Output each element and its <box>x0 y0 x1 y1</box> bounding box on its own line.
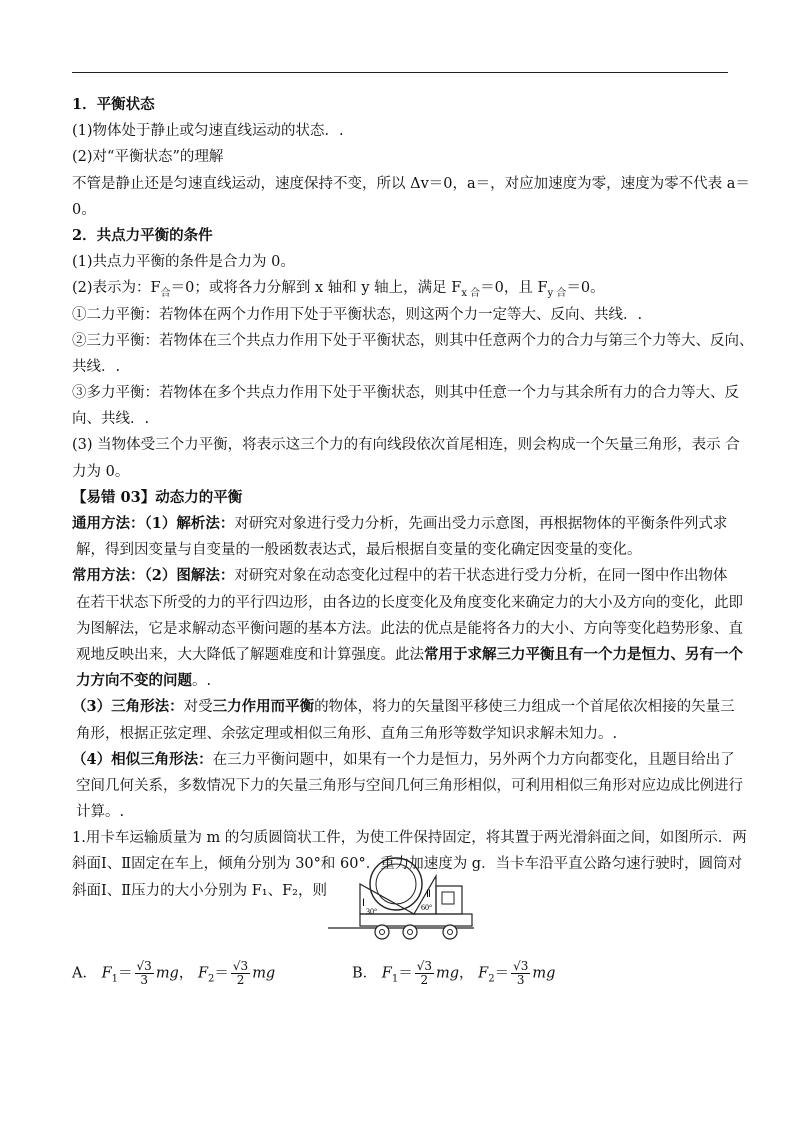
option-a-f1-fraction <box>135 960 154 987</box>
option-a-f1-den: 3 <box>140 973 148 987</box>
method1-line2: 解，得到因变量与自变量的一般函数表达式，最后根据自变量的变化确定因变量的变化。 <box>76 542 642 559</box>
method4-line1 <box>72 747 735 773</box>
document-body <box>72 92 754 904</box>
method3-line1 <box>72 694 735 720</box>
wheel-left <box>375 925 389 939</box>
method2-d-plain: 观地反映出来，大大降低了解题难度和计算强度。此法 <box>76 646 424 663</box>
incline-one-label: Ⅰ <box>362 898 365 909</box>
option-a-f2-den: 2 <box>236 973 245 987</box>
method1-text-a: 对研究对象进行受力分析，先画出受力示意图，再根据物体的平衡条件列式求 <box>234 516 728 532</box>
method3-a-plain2: 的物体，将力的矢量图平移使三力组成一个首尾依次相接的矢量三 <box>314 699 735 716</box>
option-b[interactable]: B． $F_1=$ $\frac{√3}{2}$ mg， $F_2=$ $\frac{√3}{3}$ mg <box>352 959 556 987</box>
section2-p4a: ②三力平衡：若物体在三个共点力作用下处于平衡状态，则其中任意两个力的合力与第三个力等大、反向、 <box>72 332 754 349</box>
section1-title: 1．平衡状态 <box>72 96 155 113</box>
option-a-f1-num: √3 <box>136 959 152 973</box>
section3-title: 【易错 03】动态力的平衡 <box>72 488 243 506</box>
option-b-label: B． <box>352 965 378 982</box>
method2-line3: 为图解法，它是求解动态平衡问题的基本方法。此法的优点是能将各力的大小、方向等变化趋势形象、直 <box>76 620 743 637</box>
option-b-mg2: mg <box>532 965 556 982</box>
option-b-f2-fraction <box>511 960 530 987</box>
method1-line1 <box>72 511 732 537</box>
option-b-f2-symbol: F <box>478 965 489 982</box>
p2-end: ＝0。 <box>566 280 605 297</box>
option-b-f2-num: √3 <box>513 959 529 973</box>
method3-label: （3）三角形法： <box>72 698 184 716</box>
method2-e-end: 。. <box>192 673 212 690</box>
question-line3: 斜面Ⅰ、Ⅱ压力的大小分别为 F₁、F₂，则 <box>72 882 327 899</box>
incline-two-label: Ⅱ <box>426 889 431 900</box>
method4-label: （4）相似三角形法： <box>72 750 213 768</box>
option-b-eq1: ＝ <box>398 965 413 982</box>
method2-line1 <box>72 563 732 589</box>
option-a-f2-symbol: F <box>197 965 209 982</box>
p2-sub2: x 合 <box>461 288 481 300</box>
option-a-f1-symbol: F <box>101 965 112 982</box>
section2-p6a: (3) 当物体受三个力平衡，将表示这三个力的有向线段依次首尾相连，则会构成一个矢量三角形，表示 合 <box>72 437 740 454</box>
question-line2: 斜面Ⅰ、Ⅱ固定在车上，倾角分别为 30°和 60°．重力加速度为 g．当卡车沿平直公路匀速行驶时，圆筒对 <box>72 856 743 873</box>
option-a-f2-num: √3 <box>232 959 249 973</box>
angle-60-label: 60° <box>421 903 433 912</box>
method2-line2: 在若干状态下所受的力的平行四边形，由各边的长度变化及角度变化来确定力的大小及方向的变化，此即 <box>76 594 743 611</box>
option-b-f1-den: 2 <box>420 973 429 987</box>
section2-p6b: 力为 0。 <box>72 463 130 480</box>
header-rule <box>72 72 728 73</box>
section2-p3: ①二力平衡：若物体在两个力作用下处于平衡状态，则这两个力一定等大、反向、共线．. <box>72 306 643 323</box>
method2-e-bold: 力方向不变的问题 <box>76 672 192 690</box>
section1-p2: (2)对“平衡状态”的理解 <box>72 149 224 166</box>
option-a-comma: ， <box>178 965 194 982</box>
method4-text-a: 在三力平衡问题中，如果有一个力是恒力，另外两个力方向都变化，且题目给出了 <box>212 751 735 768</box>
section2-p5b: 向、共线．. <box>72 411 150 428</box>
cylinder-inner <box>376 864 416 904</box>
method1-label: 通用方法：（1）解析法： <box>72 515 235 532</box>
method2-label: 常用方法：（2）图解法： <box>72 567 235 585</box>
option-b-f1-num: √3 <box>416 959 432 973</box>
option-a-f2-fraction <box>231 960 250 987</box>
option-a[interactable]: A． $F_1=$ $\frac{√3}{3}$ mg， $F_2=$ $\frac{√3}{2}$ mg <box>72 959 276 987</box>
p2-pre: (2)表示为：F <box>72 280 161 297</box>
section2-p5a: ③多力平衡：若物体在多个共点力作用下处于平衡状态，则其中任意一个力与其余所有力的合力等大、反 <box>72 385 739 402</box>
method2-line4 <box>72 642 743 668</box>
method3-line2: 角形，根据正弦定理、余弦定理或相似三角形、直角三角形等数学知识求解未知力。. <box>76 725 618 742</box>
option-a-eq2: ＝ <box>214 965 229 982</box>
method3-a-plain1: 对受 <box>183 699 213 716</box>
section2-title: 2．共点力平衡的条件 <box>72 226 213 244</box>
section2-p1: (1)共点力平衡的条件是合力为 0。 <box>72 254 295 271</box>
option-b-eq2: ＝ <box>494 965 510 982</box>
option-b-comma: ， <box>459 965 474 982</box>
option-b-f1-symbol: F <box>381 965 392 982</box>
p2-sub1: 合 <box>160 288 171 300</box>
section2-p2 <box>72 275 732 301</box>
option-a-mg1: mg <box>155 965 179 982</box>
method4-line2: 空间几何关系，多数情况下力的矢量三角形与空间几何三角形相似，可利用相似三角形对应边成比例进行 <box>76 777 743 794</box>
method4-line3: 计算。. <box>76 804 125 821</box>
angle-30-label: 30° <box>366 907 378 916</box>
option-b-f1-fraction <box>415 960 434 987</box>
option-a-label: A． <box>72 965 97 982</box>
cab-window <box>442 892 454 904</box>
truck-cab <box>436 886 462 914</box>
wheel-right <box>443 925 457 939</box>
option-b-f2-den: 3 <box>516 973 525 987</box>
cylinder-outer <box>370 858 422 910</box>
section1-p1: (1)物体处于静止或匀速直线运动的状态．. <box>72 123 344 140</box>
section1-p3b: 0。 <box>72 201 96 218</box>
option-b-mg1: mg <box>435 965 460 982</box>
wheel-mid <box>403 925 417 939</box>
section2-p4b: 共线．. <box>72 358 121 375</box>
method2-line5 <box>72 668 732 694</box>
method2-text-a: 对研究对象在动态变化过程中的若干状态进行受力分析，在同一图中作出物体 <box>234 568 728 585</box>
method3-a-bold: 三力作用而平衡 <box>212 698 315 716</box>
p2-sub3: y 合 <box>547 288 567 300</box>
option-a-eq1: ＝ <box>118 965 133 982</box>
truck-cylinder-figure <box>326 844 476 944</box>
question-line1: 1.用卡车运输质量为 m 的匀质圆筒状工件，为使工件保持固定，将其置于两光滑斜面之间，如图所示．两 <box>72 830 747 847</box>
option-a-mg2: mg <box>252 965 276 982</box>
p2-mid1: ＝0；或将各力分解到 x 轴和 y 轴上，满足 F <box>170 280 462 297</box>
method2-d-bold: 常用于求解三力平衡且有一个力是恒力、另有一个 <box>424 645 743 663</box>
p2-mid2: ＝0，且 F <box>480 280 548 297</box>
section1-p3a: 不管是静止还是匀速直线运动，速度保持不变，所以 Δv＝0，a＝，对应加速度为零，速度为零不代表 a＝ <box>72 175 750 192</box>
